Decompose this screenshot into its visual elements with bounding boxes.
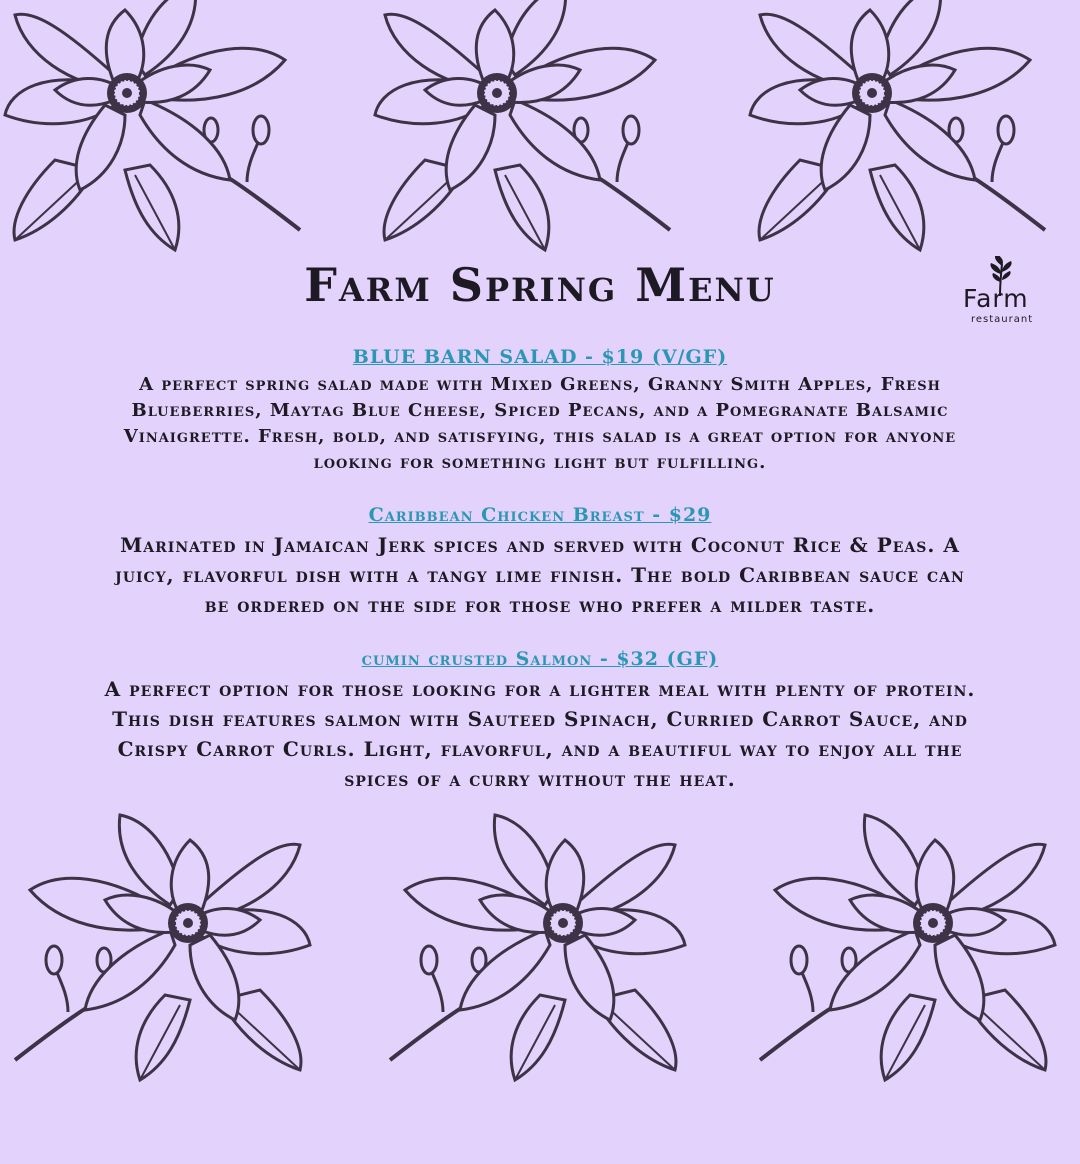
menu-item-title: BLUE BARN SALAD - $19 (V/GF) bbox=[352, 346, 728, 368]
farm-logo bbox=[955, 256, 1055, 328]
menu-item-title: Caribbean Chicken Breast - $29 bbox=[368, 504, 712, 526]
menu-item-title: cumin crusted Salmon - $32 (GF) bbox=[361, 648, 719, 670]
menu-list bbox=[100, 346, 980, 822]
menu-item-description: A perfect spring salad made with Mixed Greens, Granny Smith Apples, Fresh Blueberries, Maytag Blue Cheese, Spiced Pecans, and a Pomegranate Balsamic Vinaigrette. Fresh, bold, and satisfying, this salad is a great option for anyone looking for something light but fulfilling. bbox=[123, 374, 957, 473]
magnolia-flower-icon bbox=[735, 820, 1075, 1160]
magnolia-flower-icon bbox=[365, 820, 705, 1160]
logo-name: Farm bbox=[963, 284, 1029, 313]
menu-item bbox=[100, 648, 980, 794]
menu-item bbox=[100, 346, 980, 476]
logo-subtitle: restaurant bbox=[971, 314, 1034, 325]
menu-item-description: Marinated in Jamaican Jerk spices and served with Coconut Rice & Peas. A juicy, flavorful dish with a tangy lime finish. The bold Caribbean sauce can be ordered on the side for those who prefer a milder taste. bbox=[115, 533, 965, 617]
menu-item-description: A perfect option for those looking for a lighter meal with plenty of protein. This dish features salmon with Sauteed Spinach, Curried Carrot Sauce, and Crispy Carrot Curls. Light, flavorful, and a beautiful way to enjoy all the spices of a curry without the heat. bbox=[104, 677, 976, 791]
magnolia-flower-icon bbox=[0, 820, 330, 1160]
menu-title: Farm Spring Menu bbox=[304, 258, 776, 312]
menu-item bbox=[100, 504, 980, 620]
